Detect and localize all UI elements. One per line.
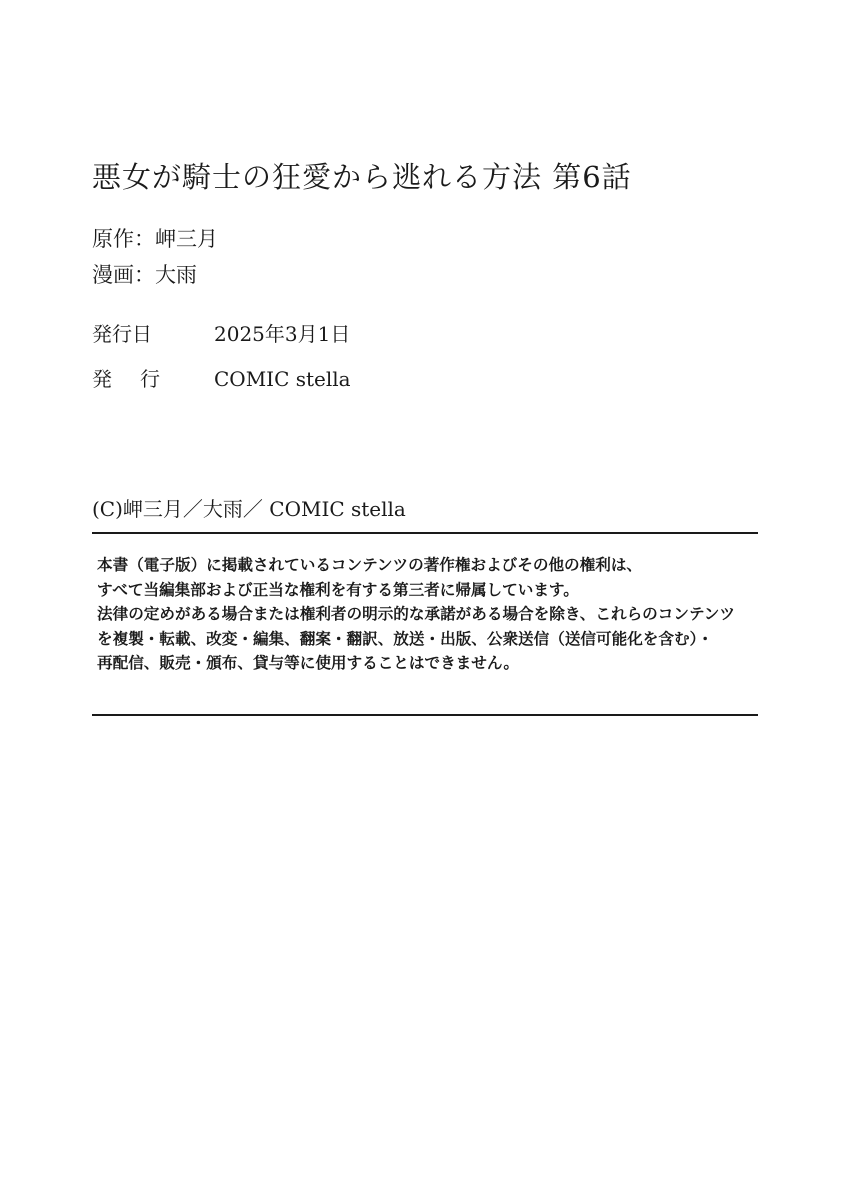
copyright-line: (C)岬三月／大雨／ COMIC stella — [92, 497, 406, 521]
notice-line: すべて当編集部および正当な権利を有する第三者に帰属しています。 — [97, 579, 579, 599]
notice-line: 本書（電子版）に掲載されているコンテンツの著作権およびその他の権利は、 — [97, 555, 643, 574]
divider-bottom — [92, 714, 758, 716]
divider-top — [92, 532, 758, 534]
notice-line: 法律の定めがある場合または権利者の明示的な承諾がある場合を除き、これらのコンテンツ — [97, 604, 735, 624]
notice-line: 再配信、販売・頒布、貸与等に使用することはできません。 — [97, 653, 519, 673]
rights-notice — [97, 553, 757, 676]
notice-line: を複製・転載、改変・編集、翻案・翻訳、放送・出版、公衆送信（送信可能化を含む）・ — [97, 628, 713, 648]
publisher-label: 発行 — [92, 367, 188, 391]
publication-date-label: 発行日 — [92, 322, 152, 346]
publisher-value: COMIC stella — [214, 367, 351, 391]
publication-date-row — [92, 320, 350, 348]
page-title: 悪女が騎士の狂愛から逃れる方法 第6話 — [92, 160, 632, 194]
publisher-row — [92, 365, 351, 393]
original-author-credit: 原作：岬三月 — [92, 227, 218, 251]
publication-date-value: 2025年3月1日 — [214, 322, 351, 346]
artist-credit: 漫画：大雨 — [92, 263, 197, 287]
